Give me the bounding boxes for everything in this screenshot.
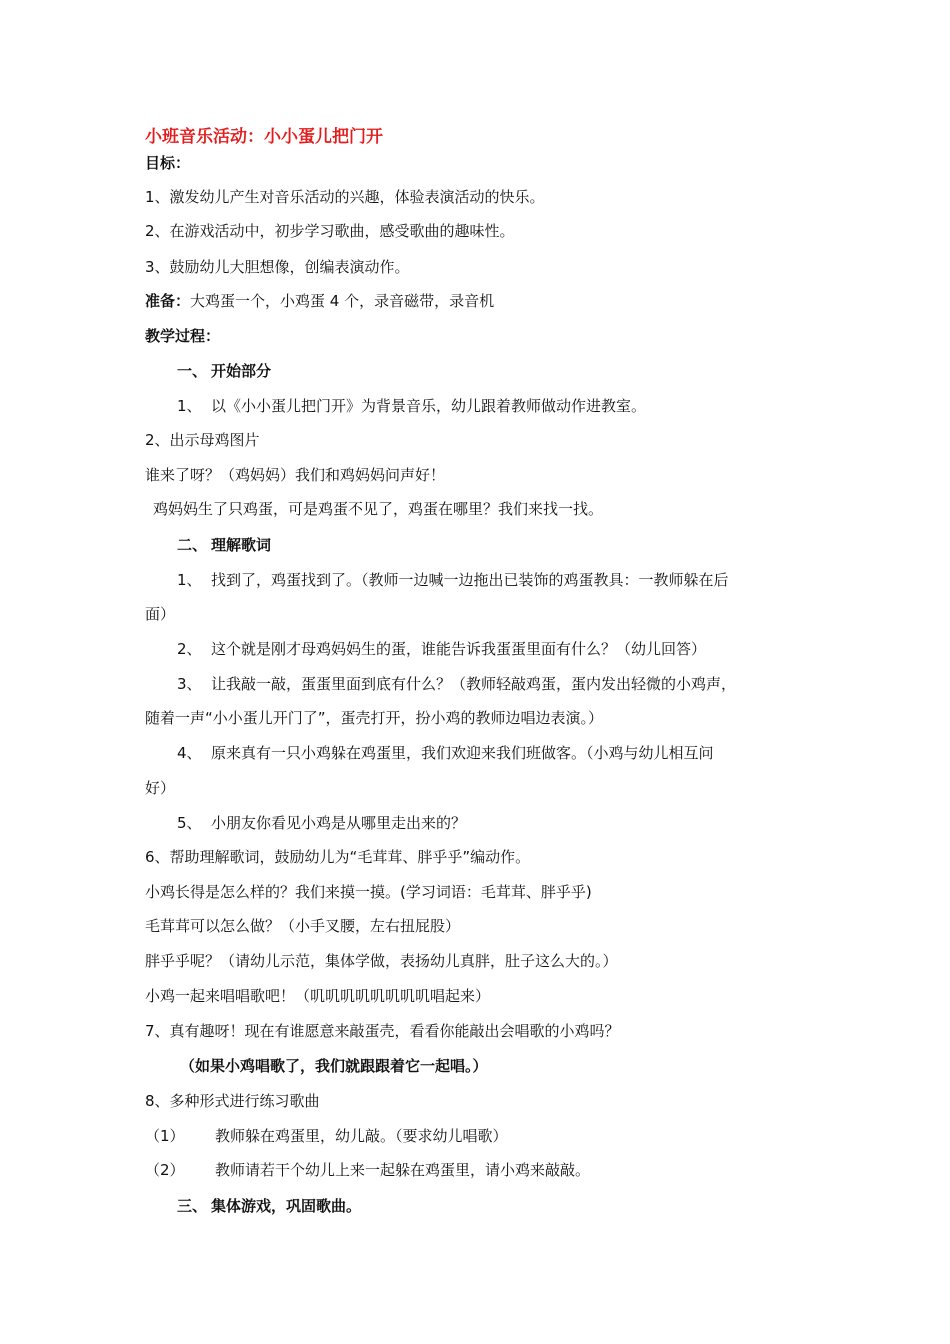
item-number: （1） <box>145 1127 185 1145</box>
prep-line <box>145 291 494 311</box>
goal-item: 3、鼓励幼儿大胆想像，创编表演动作。 <box>145 258 410 276</box>
prep-text: 大鸡蛋一个，小鸡蛋 4 个，录音磁带，录音机 <box>190 292 495 310</box>
item-number: 1、 <box>177 397 202 415</box>
section-number: 二、 <box>177 536 208 554</box>
section-heading <box>177 1196 361 1216</box>
list-item <box>177 396 646 416</box>
section-number: 一、 <box>177 362 208 380</box>
item-text: 原来真有一只小鸡躲在鸡蛋里，我们欢迎来我们班做客。（小鸡与幼儿相互问 <box>211 744 714 762</box>
item-text: 教师躲在鸡蛋里，幼儿敲。（要求幼儿唱歌） <box>215 1127 508 1145</box>
section-heading <box>177 535 271 555</box>
item-text: 小朋友你看见小鸡是从哪里走出来的？ <box>211 814 467 832</box>
item-text: 以《小小蛋儿把门开》为背景音乐，幼儿跟着教师做动作进教室。 <box>211 397 647 415</box>
list-item <box>177 813 466 833</box>
paragraph: 鸡妈妈生了只鸡蛋，可是鸡蛋不见了，鸡蛋在哪里？我们来找一找。 <box>153 500 604 518</box>
list-item <box>177 743 714 763</box>
list-item <box>177 674 736 694</box>
item-continuation: 随着一声“小小蛋儿开门了”，蛋壳打开，扮小鸡的教师边唱边表演。） <box>145 709 604 727</box>
item-number: 4、 <box>177 744 202 762</box>
goal-item: 2、在游戏活动中，初步学习歌曲，感受歌曲的趣味性。 <box>145 222 515 240</box>
item-number: （2） <box>145 1161 185 1179</box>
item-continuation: 好） <box>145 779 176 797</box>
goal-item: 1、激发幼儿产生对音乐活动的兴趣，体验表演活动的快乐。 <box>145 188 545 206</box>
prep-label: 准备： <box>145 292 191 310</box>
item-text: 找到了，鸡蛋找到了。（教师一边喊一边拖出已装饰的鸡蛋教具：一教师躲在后 <box>211 571 729 589</box>
item-text: 这个就是刚才母鸡妈妈生的蛋，谁能告诉我蛋蛋里面有什么？（幼儿回答） <box>211 640 707 658</box>
paragraph: 胖乎乎呢？（请幼儿示范，集体学做，表扬幼儿真胖，肚子这么大的。） <box>145 952 618 970</box>
list-item <box>177 570 729 590</box>
paragraph: 7、真有趣呀！现在有谁愿意来敲蛋壳，看看你能敲出会唱歌的小鸡吗？ <box>145 1022 620 1040</box>
goals-label: 目标： <box>145 154 191 172</box>
item-number: 5、 <box>177 814 202 832</box>
item-number: 2、 <box>177 640 202 658</box>
list-item <box>177 639 706 659</box>
section-title: 理解歌词 <box>211 536 272 554</box>
list-item <box>145 1160 590 1180</box>
item-continuation: 面） <box>145 605 176 623</box>
section-heading <box>177 361 271 381</box>
paragraph: 8、多种形式进行练习歌曲 <box>145 1092 320 1110</box>
paragraph: 2、出示母鸡图片 <box>145 431 260 449</box>
section-title: 开始部分 <box>211 362 272 380</box>
section-number: 三、 <box>177 1197 208 1215</box>
item-text: 让我敲一敲，蛋蛋里面到底有什么？（教师轻敲鸡蛋，蛋内发出轻微的小鸡声， <box>211 675 737 693</box>
process-label: 教学过程： <box>145 327 221 345</box>
item-number: 3、 <box>177 675 202 693</box>
list-item <box>145 1126 508 1146</box>
paragraph: 毛茸茸可以怎么做？（小手叉腰，左右扭屁股） <box>145 917 461 935</box>
item-text: 教师请若干个幼儿上来一起躲在鸡蛋里，请小鸡来敲敲。 <box>215 1161 591 1179</box>
paragraph: 谁来了呀？（鸡妈妈）我们和鸡妈妈问声好！ <box>145 466 446 484</box>
paragraph: 6、帮助理解歌词，鼓励幼儿为“毛茸茸、胖乎乎”编动作。 <box>145 848 531 866</box>
page-title: 小班音乐活动：小小蛋儿把门开 <box>145 127 383 147</box>
paragraph: 小鸡一起来唱唱歌吧！（叽叽叽叽叽叽叽叽唱起来） <box>145 987 491 1005</box>
item-number: 1、 <box>177 571 202 589</box>
paragraph: 小鸡长得是怎么样的？我们来摸一摸。(学习词语：毛茸茸、胖乎乎) <box>145 883 592 901</box>
emphasis-note: （如果小鸡唱歌了，我们就跟跟着它一起唱。） <box>180 1057 488 1075</box>
section-title: 集体游戏，巩固歌曲。 <box>211 1197 362 1215</box>
